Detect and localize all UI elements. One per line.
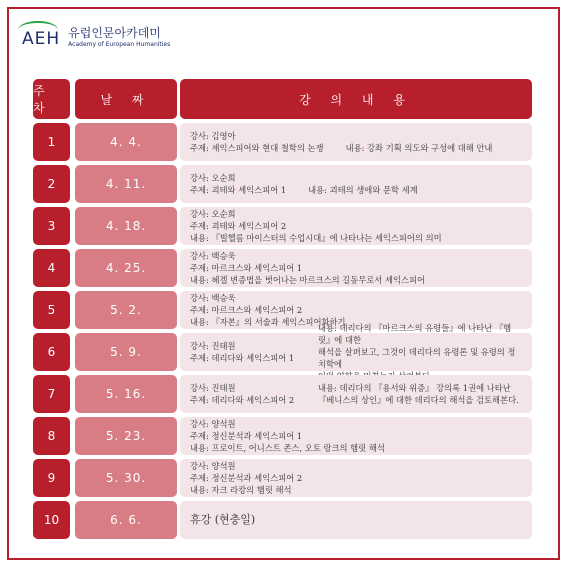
content-left [190,382,318,406]
content-right [318,322,522,382]
lecture-date: 5. 30. [75,459,177,497]
lecture-content [180,207,532,245]
content-split [190,382,522,406]
logo-english-name: Academy of European Humanities [68,41,171,48]
table-row [33,417,532,455]
table-row [33,323,532,371]
topic: 주제: 정신분석과 셰익스피어 2 [190,473,303,483]
topic: 주제: 셰익스피어와 현대 철학의 논쟁 [190,143,324,153]
week-number: 3 [33,207,70,245]
content-right [318,382,522,406]
lecture-content [180,165,532,203]
lecture-date: 4. 25. [75,249,177,287]
lecture-content [180,417,532,455]
detail: 내용: 『자본』의 서술과 셰익스피어화하기 [190,317,346,327]
logo-korean-name: 유럽인문아카데미 [68,26,161,40]
topic: 주제: 괴테와 셰익스피어 1 [190,185,287,195]
detail: 내용: 프로이트, 어니스트 존스, 오토 랑크의 햄릿 해석 [190,443,385,453]
table-row [33,123,532,161]
lecture-date: 5. 23. [75,417,177,455]
lecture-schedule-table [33,79,532,539]
content-left [190,322,318,382]
lecturer: 강사: 오순희 [190,209,236,219]
lecturer: 강사: 백승욱 [190,251,236,261]
table-header [33,79,532,119]
lecture-date: 4. 4. [75,123,177,161]
lecturer: 강사: 진태원 [190,383,236,393]
header-week: 주 차 [33,79,70,119]
topic-line [190,184,522,196]
content-split [190,322,522,382]
spacer [286,184,308,196]
topic-line [190,142,522,154]
week-number: 5 [33,291,70,329]
lecture-content [180,123,532,161]
week-number: 8 [33,417,70,455]
topic: 주제: 마르크스와 셰익스피어 2 [190,305,303,315]
topic: 주제: 마르크스와 셰익스피어 1 [190,263,303,273]
week-number: 1 [33,123,70,161]
detail: 내용: 강좌 기획 의도와 구성에 대해 안내 [345,143,493,153]
table-row [33,249,532,287]
detail: 내용: 자크 라캉의 햄릿 해석 [190,485,292,495]
topic: 주제: 괴테와 셰익스피어 2 [190,221,287,231]
detail: 내용: 헤겔 변증법을 벗어나는 마르크스의 길동무로서 셰익스피어 [190,275,426,285]
week-number: 7 [33,375,70,413]
lecture-date: 5. 9. [75,333,177,371]
table-row [33,207,532,245]
logo-mark-text: AEH [22,28,61,49]
topic: 주제: 정신분석과 셰익스피어 1 [190,431,303,441]
lecture-date: 4. 11. [75,165,177,203]
lecturer: 강사: 양석원 [190,419,236,429]
table-row [33,501,532,539]
detail-line-2: 『베니스의 상인』에 대한 데리다의 해석을 검토해본다. [318,395,519,405]
lecturer: 강사: 진태원 [190,341,236,351]
detail: 내용: 『빌헬름 마이스터의 수업시대』에 나타나는 셰익스피어의 의미 [190,233,442,243]
table-row [33,165,532,203]
academy-logo [22,26,170,49]
table-row [33,375,532,413]
lecturer: 강사: 오순희 [190,173,236,183]
topic: 주제: 데리다와 셰익스피어 1 [190,353,295,363]
lecture-content [180,249,532,287]
topic: 주제: 데리다와 셰익스피어 2 [190,395,295,405]
lecture-content [180,323,532,371]
detail-line-1: 내용: 데리다의 『마르크스의 유령들』에 나타난 『햄릿』에 대한 [318,323,512,345]
week-number: 9 [33,459,70,497]
spacer [324,142,346,154]
holiday-note: 휴강 (현충일) [190,513,256,526]
lecturer: 강사: 김영아 [190,131,236,141]
lecture-date: 5. 2. [75,291,177,329]
week-number: 4 [33,249,70,287]
lecture-content [180,501,532,539]
lecture-date: 5. 16. [75,375,177,413]
lecture-date: 6. 6. [75,501,177,539]
week-number: 2 [33,165,70,203]
detail-line-1: 내용: 데리다의 『용서와 위증』 강의록 1권에 나타난 [318,383,511,393]
table-row [33,459,532,497]
week-number: 6 [33,333,70,371]
lecturer: 강사: 백승욱 [190,293,236,303]
lecture-date: 4. 18. [75,207,177,245]
detail: 내용: 괴테의 생애와 문학 세계 [308,185,418,195]
lecture-content [180,375,532,413]
logo-arc-icon [18,21,58,39]
logo-mark [22,27,60,49]
week-number: 10 [33,501,70,539]
lecturer: 강사: 양석원 [190,461,236,471]
lecture-content [180,459,532,497]
header-content: 강 의 내 용 [180,79,532,119]
logo-text [68,26,170,49]
detail-line-2: 해석을 살펴보고, 그것이 데리다의 유령론 및 유령의 정치학에 [318,347,516,369]
header-date: 날 짜 [75,79,177,119]
